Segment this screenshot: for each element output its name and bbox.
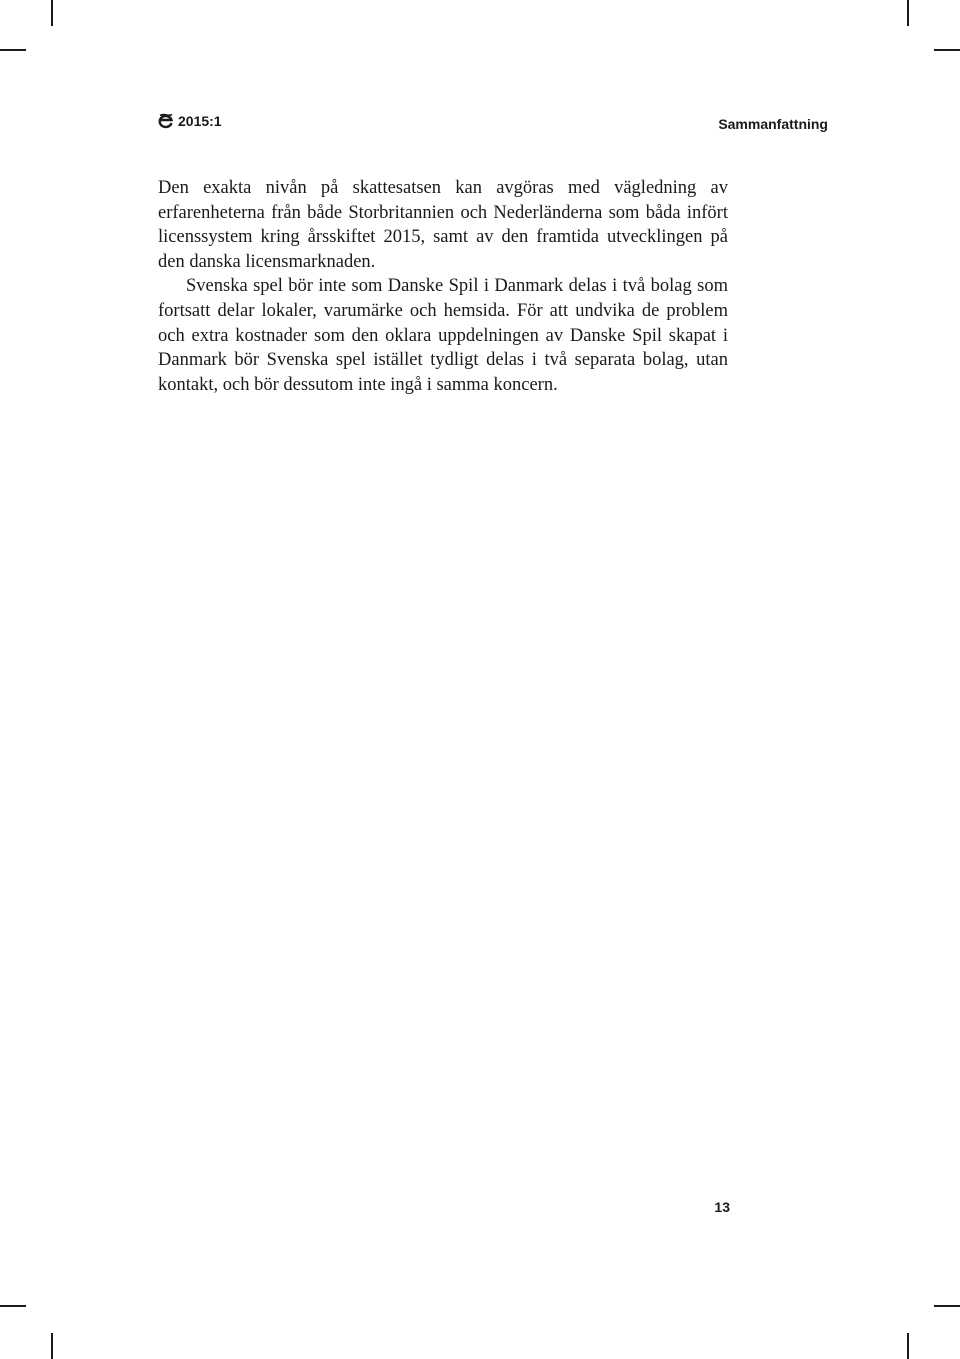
paragraph: Den exakta nivån på skattesatsen kan avgöras med vägledning av erfarenheterna från både Storbritannien och Nederländerna som båda infört licenssystem kring årsskiftet 2015, samt av den framtida utvecklingen på den danska licensmarknaden.: [158, 178, 728, 272]
crop-mark: [51, 1333, 53, 1359]
crop-mark: [51, 0, 53, 26]
crop-mark: [934, 1305, 960, 1307]
report-series: 2015:1: [178, 113, 222, 129]
crop-mark: [907, 0, 909, 26]
crop-mark: [0, 49, 26, 51]
page-header: [158, 113, 828, 135]
agency-logo-icon: [158, 113, 174, 129]
crop-mark: [934, 49, 960, 51]
header-left: [158, 113, 222, 129]
page-number: 13: [714, 1199, 730, 1215]
body-text: [158, 176, 728, 397]
crop-mark: [907, 1333, 909, 1359]
paragraph: Svenska spel bör inte som Danske Spil i Danmark delas i två bolag som fortsatt delar lokaler, varumärke och hemsida. För att undvika de problem och extra kostnader som den oklara uppdelningen av Danske Spil skapat i Danmark bör Svenska spel istället tydligt delas i två separata bolag, utan kontakt, och bör dessutom inte ingå i samma koncern.: [158, 276, 728, 395]
crop-mark: [0, 1305, 26, 1307]
section-title: Sammanfattning: [718, 116, 828, 132]
